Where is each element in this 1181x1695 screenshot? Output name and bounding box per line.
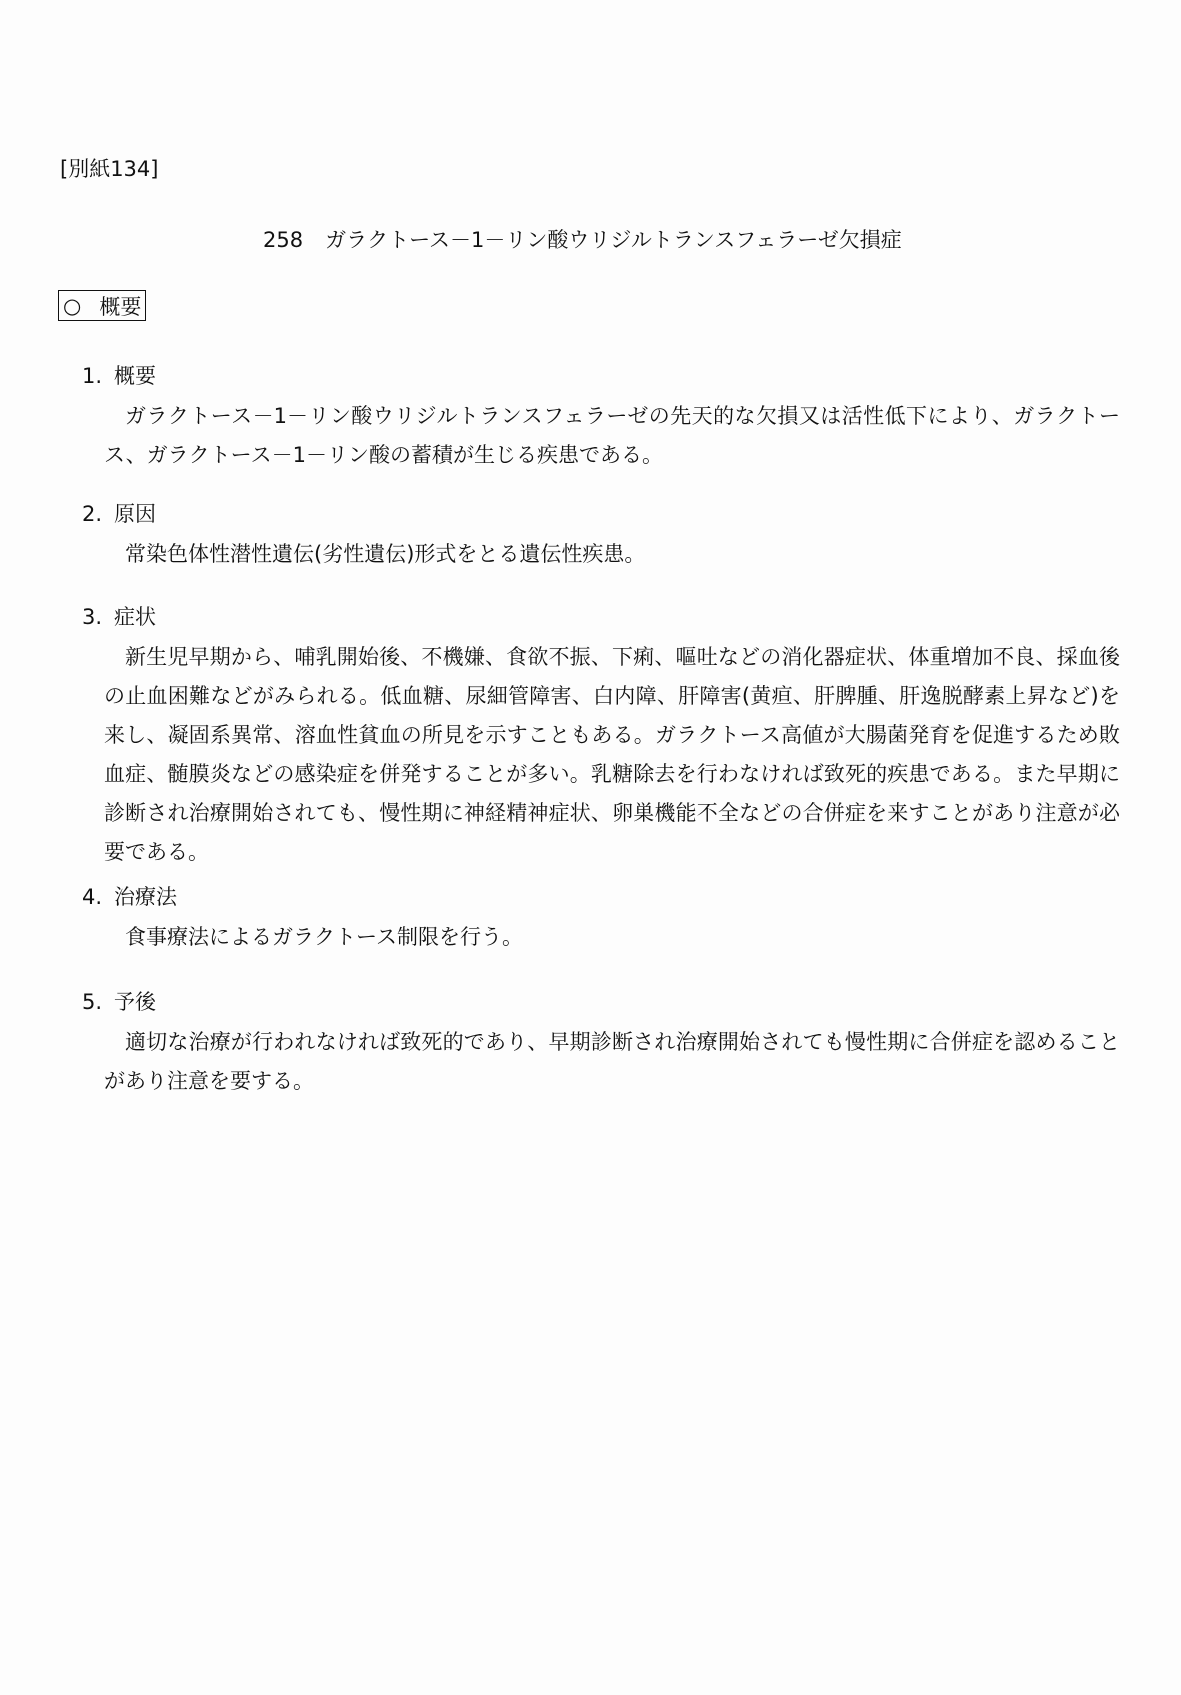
section-body: 常染色体性潜性遺伝(劣性遺伝)形式をとる遺伝性疾患。 [125, 542, 646, 566]
attachment-label: [別紙134] [60, 157, 159, 181]
section-heading [82, 602, 1122, 632]
circle-icon: ○ [63, 293, 82, 318]
title-text: ガラクトース－1－リン酸ウリジルトランスフェラーゼ欠損症 [325, 228, 902, 252]
section-body: 新生児早期から、哺乳開始後、不機嫌、食欲不振、下痢、嘔吐などの消化器症状、体重増加不良、採血後の止血困難などがみられる。低血糖、尿細管障害、白内障、肝障害(黄疸、肝脾腫、肝逸脱酵素上昇など)を来し、凝固系異常、溶血性貧血の所見を示すこともある。ガラクトース高値が大腸菌発育を促進するため敗血症、髄膜炎などの感染症を併発することが多い。乳糖除去を行わなければ致死的疾患である。また早期に診断され治療開始されても、慢性期に神経精神症状、卵巣機能不全などの合併症を来すことがあり注意が必要である。 [104, 645, 1120, 864]
section-heading [82, 499, 1122, 529]
overview-heading-box [58, 290, 146, 321]
section-title: 症状 [114, 605, 156, 629]
section-number: 1. [82, 364, 103, 388]
section-title: 概要 [114, 364, 156, 388]
section-title: 治療法 [114, 885, 177, 909]
section-title: 予後 [114, 990, 156, 1014]
section-overview [82, 361, 1122, 475]
section-cause [82, 499, 1122, 574]
section-title: 原因 [114, 502, 156, 526]
title-number: 258 [263, 228, 304, 252]
section-treatment [82, 882, 1122, 957]
section-heading [82, 987, 1122, 1017]
section-number: 4. [82, 885, 103, 909]
section-prognosis [82, 987, 1122, 1101]
overview-heading-label: 概要 [99, 294, 142, 319]
section-body: 食事療法によるガラクトース制限を行う。 [125, 925, 523, 949]
section-body: ガラクトース－1－リン酸ウリジルトランスフェラーゼの先天的な欠損又は活性低下により、ガラクトース、ガラクトース－1－リン酸の蓄積が生じる疾患である。 [104, 404, 1120, 467]
section-body: 適切な治療が行われなければ致死的であり、早期診断され治療開始されても慢性期に合併症を認めることがあり注意を要する。 [104, 1030, 1120, 1093]
section-heading [82, 882, 1122, 912]
section-symptoms [82, 602, 1122, 872]
section-number: 5. [82, 990, 103, 1014]
document-title [263, 224, 902, 254]
section-heading [82, 361, 1122, 391]
section-number: 3. [82, 605, 103, 629]
section-number: 2. [82, 502, 103, 526]
